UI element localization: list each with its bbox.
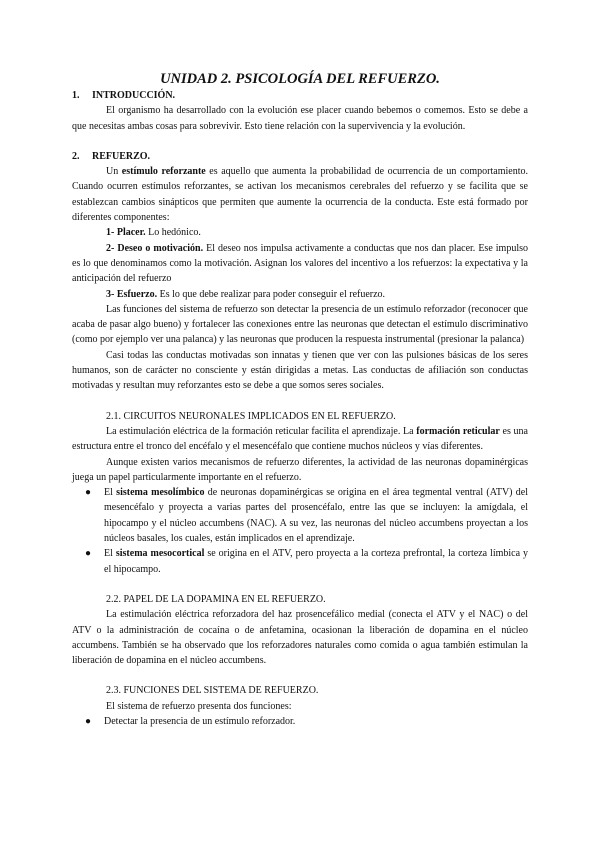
section-2-title: REFUERZO. [92, 150, 151, 162]
bullet-icon: ● [85, 715, 92, 727]
section-2-1-heading: 2.1. CIRCUITOS NEURONALES IMPLICADOS EN EL REFUERZO. [106, 410, 396, 422]
list-item: ● El sistema mesocortical se origina en el ATV, pero proyecta a la corteza prefrontal, la corteza límbica y el hipocampo. [85, 548, 528, 575]
bullet-icon: ● [85, 548, 92, 560]
section-1-heading [72, 88, 528, 103]
component-esfuerzo: 3- Esfuerzo. Es lo que debe realizar para poder conseguir el refuerzo. [106, 288, 386, 300]
section-2-paragraph-1: Un estímulo reforzante es aquello que aumenta la probabilidad de ocurrencia de un comportamiento. Cuando ocurren estímulos reforzantes, se activan los mecanismos cerebrales del refuerzo y se facilita que se establezcan cambios sinápticos que permiten que aumente la ocurrencia de la conducta. Este está formado por diferentes componentes: [72, 166, 528, 224]
component-placer: 1- Placer. Lo hedónico. [106, 227, 201, 239]
section-2-heading [72, 149, 528, 164]
section-2-paragraph-3: Casi todas las conductas motivadas son innatas y tienen que ver con las pulsiones básicas de los seres humanos, son de carácter no consciente y están dirigidas a metas. Las conductas de afiliación son conductas motivadas y resultan muy reforzantes esto se debe a que somos seres sociales. [72, 349, 528, 392]
section-2-1-bullet-list [72, 485, 528, 577]
list-item: ● El sistema mesolímbico de neuronas dopaminérgicas se origina en el área tegmental ventral (ATV) del mesencéfalo y proyecta a varias partes del prosencéfalo, entre las que se incluyen: la amígdala, el hipocampo y el núcleo accumbens (NAC). A su vez, las neuronas del núcleo accumbens proyectan a los núcleos basales, los cuales, están implicados en el aprendizaje. [85, 487, 528, 545]
section-1-title: INTRODUCCIÓN. [92, 90, 176, 101]
section-2-2-paragraph: La estimulación eléctrica reforzadora del haz prosencefálico medial (conecta el ATV y el NAC) o del ATV o la administración de cocaína o de anfetamina, ocasionan la liberación de dopamina en el núcleo accumbens. También se ha observado que los reforzadores naturales como comida o agua también estimulan la liberación de dopamina en el núcleo accumbens. [72, 609, 528, 667]
section-2-3-bullet-list [72, 714, 528, 729]
section-2-1-paragraph-2: Aunque existen varios mecanismos de refuerzo diferentes, la actividad de las neuronas dopaminérgicas juega un papel particularmente importante en el refuerzo. [72, 456, 528, 483]
component-deseo: 2- Deseo o motivación. El deseo nos impulsa activamente a conductas que nos dan placer. Ese impulso es lo que denominamos como la motivación. Asignan los valores del incentivo a los refuerzos: la expectativa y la anticipación del refuerzo [72, 242, 528, 285]
section-1-paragraph: El organismo ha desarrollado con la evolución ese placer cuando bebemos o comemos. Esto se debe a que necesitas ambas cosas para sobrevivir. Esto tiene relación con la supervivencia y la evolución. [72, 105, 528, 132]
section-1-number: 1. [72, 90, 80, 101]
list-item: ● Detectar la presencia de un estímulo reforzador. [72, 714, 528, 729]
section-2-2-heading: 2.2. PAPEL DE LA DOPAMINA EN EL REFUERZO. [106, 593, 326, 605]
section-2-number: 2. [72, 150, 80, 162]
section-2-1-paragraph-1: La estimulación eléctrica de la formación reticular facilita el aprendizaje. La formación reticular es una estructura entre el tronco del encéfalo y el mesencéfalo que contiene muchos núcleos y vías diferentes. [72, 425, 528, 453]
section-2-paragraph-2: Las funciones del sistema de refuerzo son detectar la presencia de un estímulo reforzador (reconocer que acaba de pasar algo bueno) y fortalecer las conexiones entre las neuronas que detectan el estímulo discriminativo (como por ejemplo ver una palanca) y las neuronas que producen la respuesta instrumental (presionar la palanca) [72, 303, 528, 346]
document-page [72, 70, 528, 729]
bullet-icon: ● [85, 487, 92, 499]
document-title: UNIDAD 2. PSICOLOGÍA DEL REFUERZO. [160, 71, 440, 87]
section-2-3-heading: 2.3. FUNCIONES DEL SISTEMA DE REFUERZO. [106, 685, 319, 697]
section-2-3-paragraph: El sistema de refuerzo presenta dos funciones: [106, 700, 292, 712]
